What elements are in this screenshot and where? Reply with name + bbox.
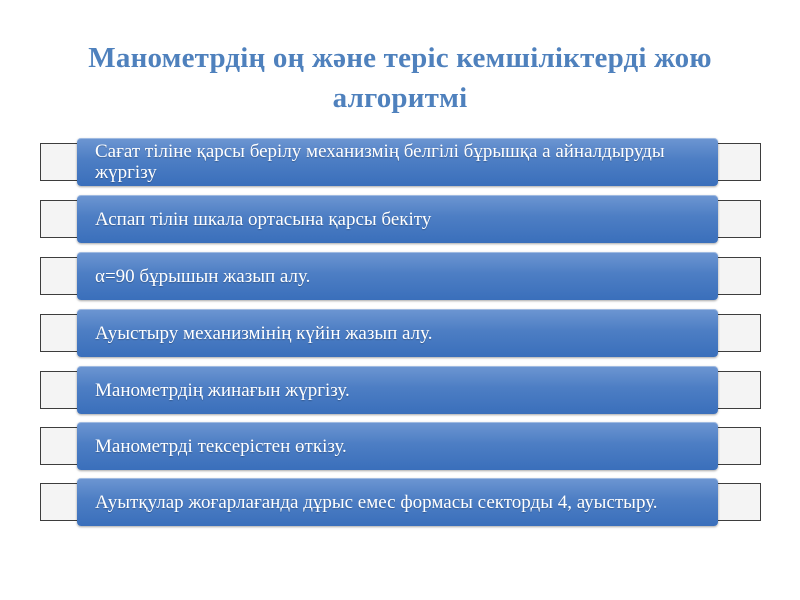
- step-box-2: [77, 195, 718, 243]
- step-item-4: [0, 309, 800, 359]
- step-box-5: [77, 366, 718, 414]
- step-item-2: [0, 195, 800, 245]
- step-item-3: [0, 252, 800, 302]
- step-text-2: Аспап тілін шкала ортасына қарсы бекіту: [95, 208, 432, 230]
- step-box-1: [77, 138, 718, 186]
- step-item-5: [0, 366, 800, 416]
- step-text-4: Ауыстыру механизмінің күйін жазып алу.: [95, 322, 433, 344]
- slide-title: Манометрдің оң және теріс кемшіліктерді жою алгоритмі: [88, 42, 712, 114]
- step-text-6: Манометрді тексерістен өткізу.: [95, 435, 347, 457]
- step-text-1: Сағат тіліне қарсы берілу механизмің белгілі бұрышқа а айналдыруды жүргізу: [95, 141, 665, 183]
- step-box-6: [77, 422, 718, 470]
- step-box-4: [77, 309, 718, 357]
- step-text-5: Манометрдің жинағын жүргізу.: [95, 379, 350, 401]
- step-item-1: [0, 138, 800, 188]
- step-box-7: [77, 478, 718, 526]
- step-text-3: α=90 бұрышын жазып алу.: [95, 265, 311, 287]
- step-item-6: [0, 422, 800, 472]
- step-item-7: [0, 478, 800, 528]
- step-text-7: Ауытқулар жоғарлағанда дұрыс емес формасы секторды 4, ауыстыру.: [95, 491, 658, 513]
- step-box-3: [77, 252, 718, 300]
